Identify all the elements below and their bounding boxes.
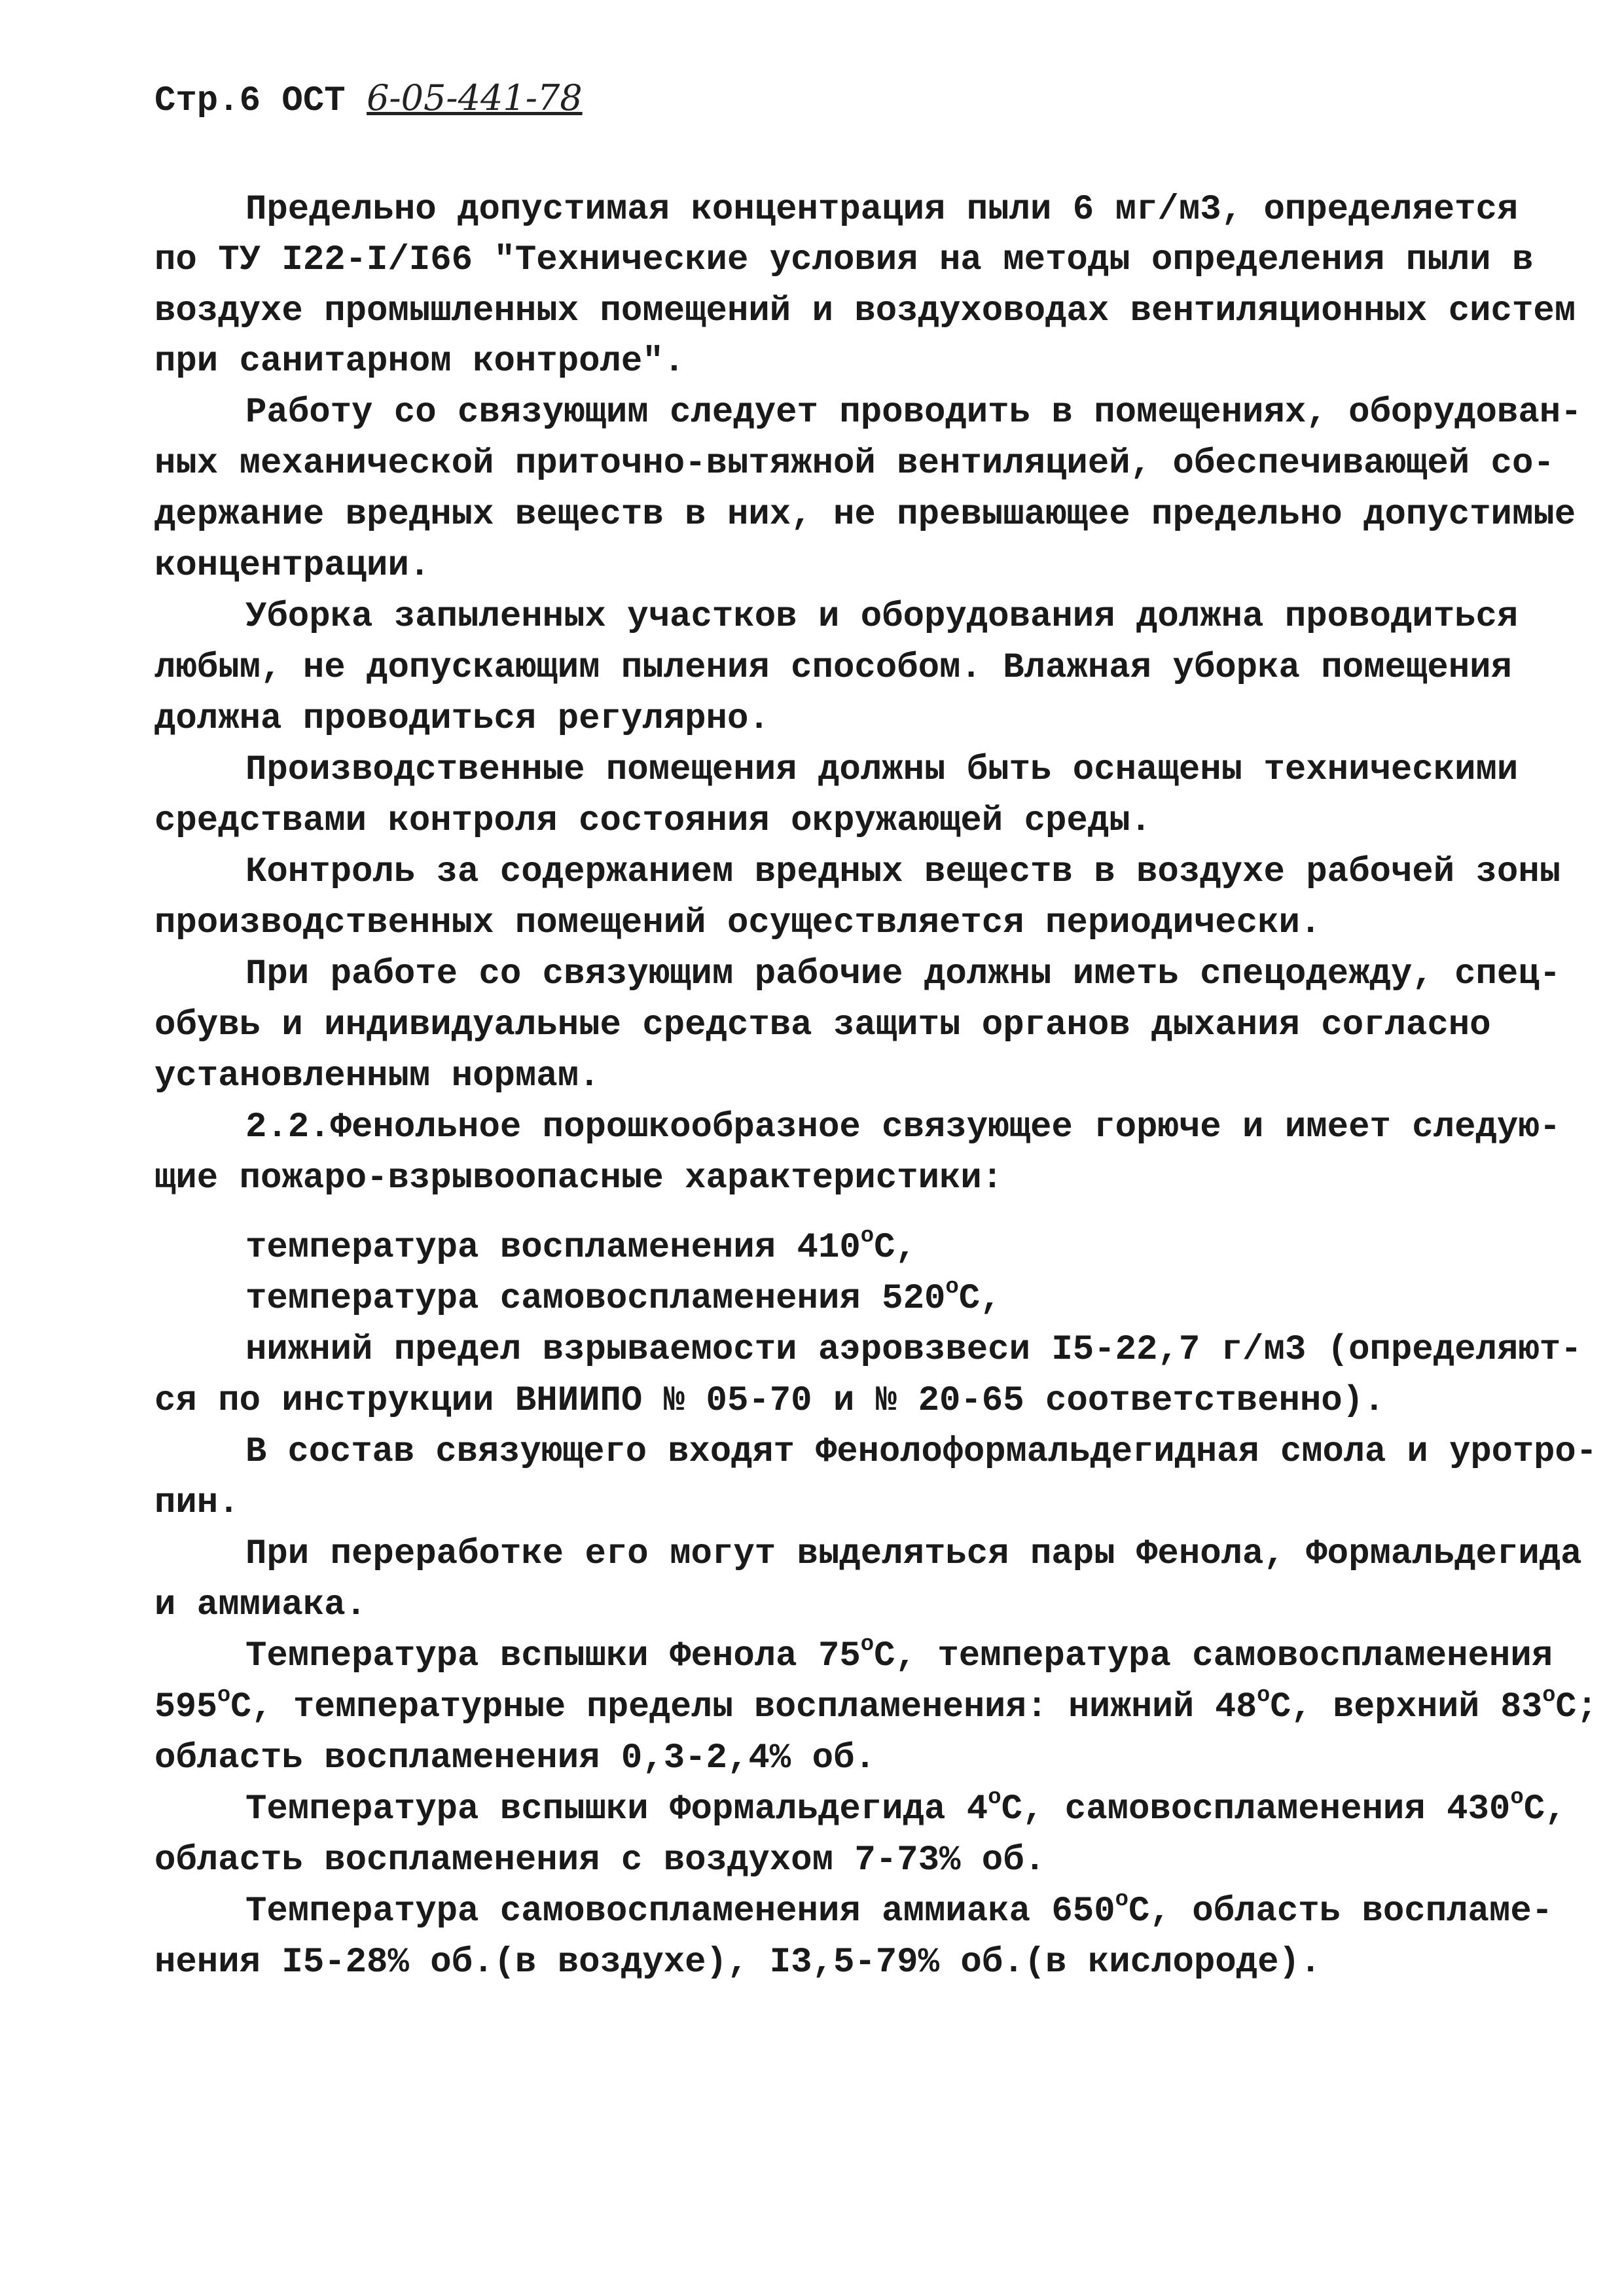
text-line: и аммиака. xyxy=(154,1585,367,1625)
text-line: пин. xyxy=(154,1483,240,1523)
text-line: В состав связующего входят Фенолоформальдегидная смола и уротро- xyxy=(245,1432,1597,1472)
text-line: область воспламенения с воздухом 7-73% об. xyxy=(154,1840,1046,1880)
text-line: Уборка запыленных участков и оборудования должна проводиться xyxy=(245,597,1519,637)
text-line: Предельно допустимая концентрация пыли 6 мг/м3, определяется xyxy=(245,190,1519,230)
text-line: температура воспламенения 410$^o$C, xyxy=(245,1224,916,1268)
text-line: при санитарном контроле". xyxy=(154,342,685,382)
text-line: воздухе промышленных помещений и воздуховодах вентиляционных систем xyxy=(154,291,1576,331)
text-line: область воспламенения 0,3-2,4% об. xyxy=(154,1738,876,1778)
text-line: должна проводиться регулярно. xyxy=(154,699,770,739)
text-line: Температура вспышки Фенола 75$^o$C, температура самовоспламенения xyxy=(245,1632,1553,1676)
text-line: производственных помещений осуществляется периодически. xyxy=(154,903,1322,943)
header-prefix: Стр.6 ОСТ xyxy=(154,81,367,121)
text-line: обувь и индивидуальные средства защиты органов дыхания согласно xyxy=(154,1005,1491,1045)
text-line: Производственные помещения должны быть оснащены техническими xyxy=(245,750,1519,790)
text-line: средствами контроля состояния окружающей среды. xyxy=(154,801,1152,841)
text-line: При переработке его могут выделяться пары Фенола, Формальдегида xyxy=(245,1534,1582,1574)
text-line: нижний предел взрываемости аэровзвеси I5-22,7 г/м3 (определяют- xyxy=(245,1330,1582,1370)
text-line: 2.2.Фенольное порошкообразное связующее горюче и имеет следую- xyxy=(245,1107,1561,1147)
text-line: нения I5-28% об.(в воздухе), I3,5-79% об.(в кислороде). xyxy=(154,1943,1322,1982)
text-line: температура самовоспламенения 520$^o$C, xyxy=(245,1275,1001,1319)
text-line: Контроль за содержанием вредных веществ в воздухе рабочей зоны xyxy=(245,852,1561,892)
text-line: любым, не допускающим пыления способом. Влажная уборка помещения xyxy=(154,648,1512,688)
text-line: Температура вспышки Формальдегида 4$^o$C, самовоспламенения 430$^o$C, xyxy=(245,1785,1566,1829)
text-line: Температура самовоспламенения аммиака 650$^o$C, область воспламе- xyxy=(245,1888,1553,1931)
text-line: держание вредных веществ в них, не превышающее предельно допустимые xyxy=(154,495,1576,535)
text-line: ных механической приточно-вытяжной вентиляцией, обеспечивающей со- xyxy=(154,444,1555,484)
text-line: При работе со связующим рабочие должны иметь спецодежду, спец- xyxy=(245,954,1561,994)
text-line: щие пожаро-взрывоопасные характеристики: xyxy=(154,1158,1003,1198)
text-line: 595$^o$C, температурные пределы воспламенения: нижний 48$^o$C, верхний 83$^o$C; xyxy=(154,1683,1598,1727)
page-header xyxy=(154,77,583,121)
text-line: Работу со связующим следует проводить в помещениях, оборудован- xyxy=(245,393,1582,433)
text-line: ся по инструкции ВНИИПО № 05-70 и № 20-65 соответственно). xyxy=(154,1381,1385,1421)
text-line: концентрации. xyxy=(154,546,431,586)
text-line: установленным нормам. xyxy=(154,1056,600,1096)
handwritten-doc-number: 6-05-441-78 xyxy=(367,77,583,118)
text-line: по ТУ I22-I/I66 "Технические условия на методы определения пыли в xyxy=(154,240,1534,280)
